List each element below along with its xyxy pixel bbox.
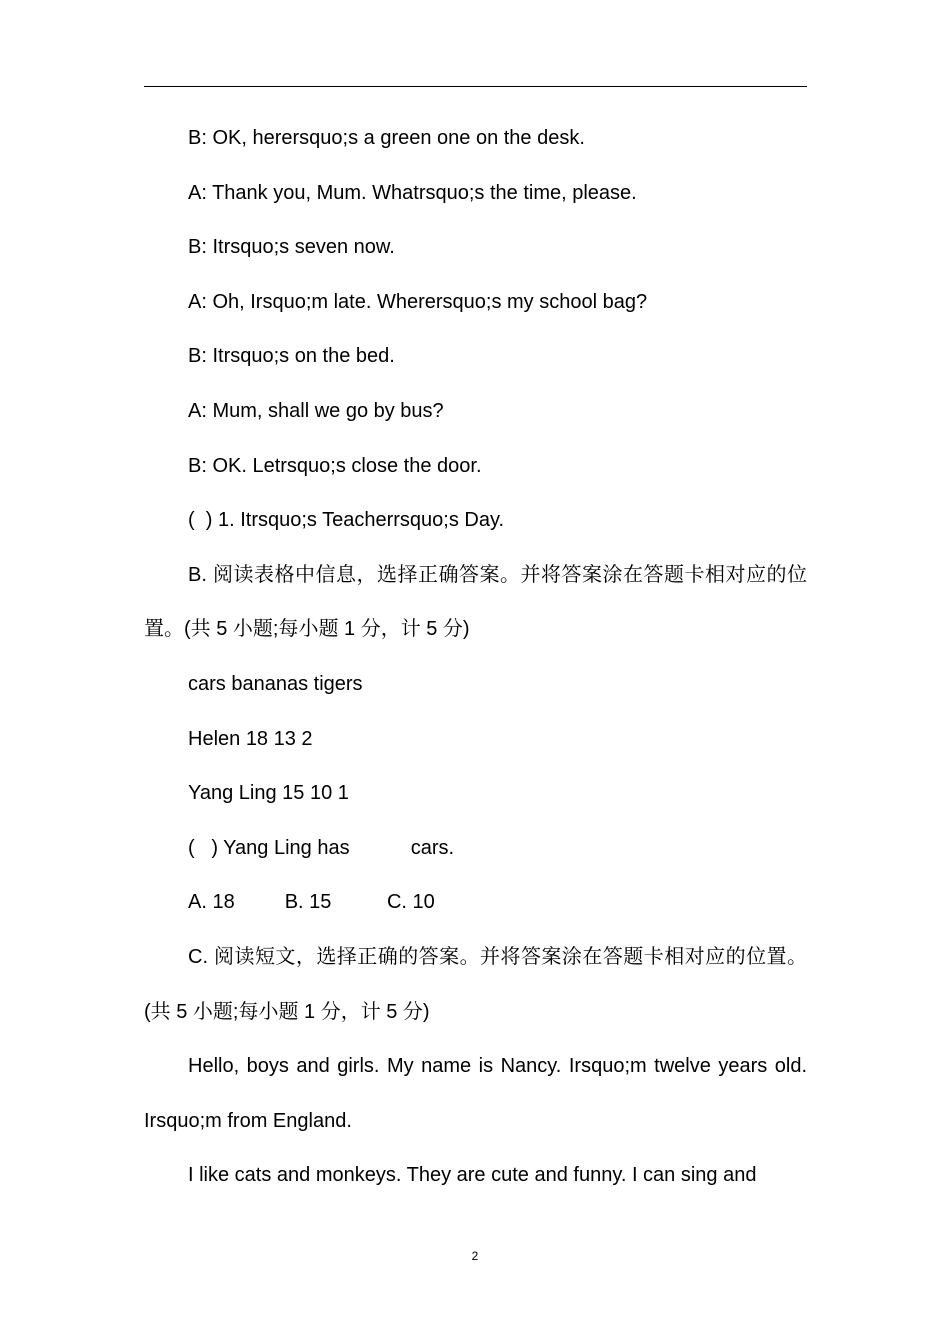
dialogue-line: A: Thank you, Mum. Whatrsquo;s the time, please. (188, 181, 637, 204)
table-row-line: Yang Ling 15 10 1 (188, 782, 349, 805)
passage-paragraph: I like cats and monkeys. They are cute and funny. I can sing and (188, 1164, 757, 1187)
page-number: 2 (471, 1249, 479, 1263)
dialogue-line: B: OK, herersquo;s a green one on the desk. (188, 127, 585, 149)
passage-paragraph: Hello, boys and girls. My name is Nancy. Irsquo;m twelve years old. Irsquo;m from England. (144, 1055, 813, 1132)
answer-options: A. 18 B. 15 C. 10 (188, 891, 435, 914)
page-content (144, 111, 813, 1203)
dialogue-line: A: Oh, Irsquo;m late. Wherersquo;s my school bag? (188, 290, 648, 313)
question-line: ( ) 1. Itrsquo;s Teacherrsquo;s Day. (188, 509, 505, 532)
table-header-line: cars bananas tigers (188, 672, 363, 695)
dialogue-line: A: Mum, shall we go by bus? (188, 399, 444, 422)
table-row-line: Helen 18 13 2 (188, 727, 313, 750)
header-rule (144, 86, 807, 87)
dialogue-line: B: OK. Letrsquo;s close the door. (188, 454, 482, 477)
dialogue-line: B: Itrsquo;s seven now. (188, 236, 395, 259)
question-line: ( ) Yang Ling has cars. (188, 836, 455, 859)
dialogue-line: B: Itrsquo;s on the bed. (188, 345, 395, 368)
section-c-instructions: C. 阅读短文，选择正确的答案。并将答案涂在答题卡相对应的位置。(共 5 小题;每小题 1 分，计 5 分) (144, 945, 807, 1023)
section-b-instructions: B. 阅读表格中信息，选择正确答案。并将答案涂在答题卡相对应的位置。(共 5 小题;每小题 1 分，计 5 分) (144, 563, 807, 641)
